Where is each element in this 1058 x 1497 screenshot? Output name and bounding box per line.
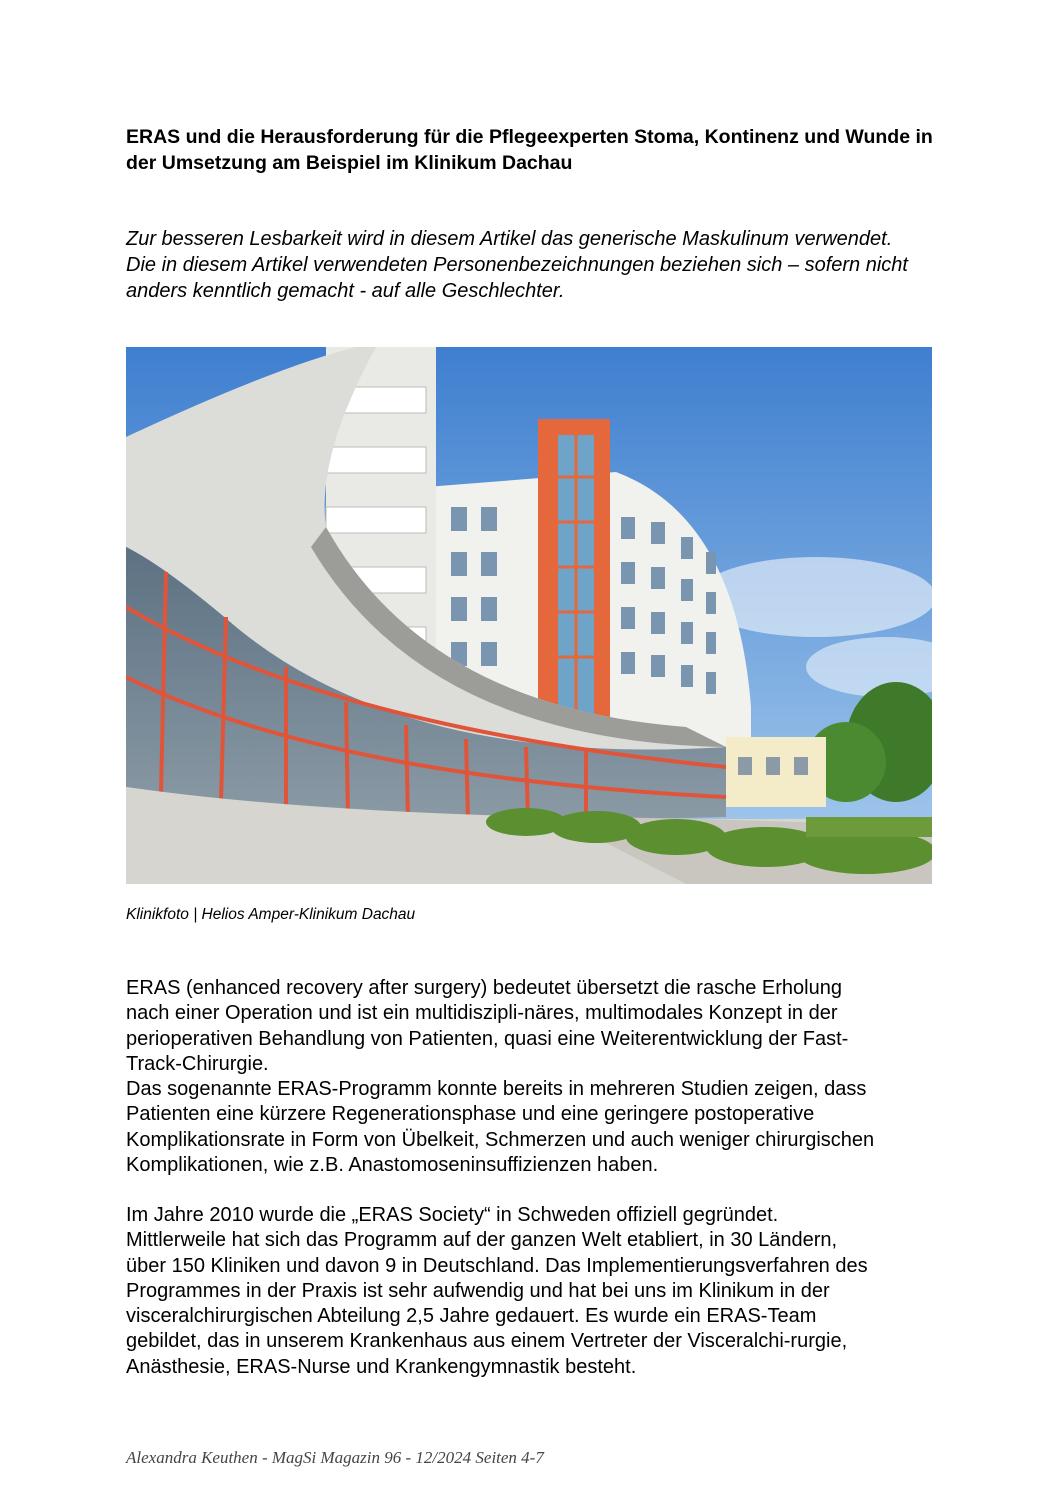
body-paragraph-1 — [126, 976, 936, 1178]
text-line: über 150 Kliniken und davon 9 in Deutschland. Das Implementierungsverfahren des — [126, 1254, 868, 1277]
text-line: Das sogenannte ERAS-Programm konnte bereits in mehreren Studien zeigen, dass — [126, 1078, 867, 1101]
page-footer: Alexandra Keuthen - MagSi Magazin 96 - 12/2024 Seiten 4-7 — [126, 1448, 544, 1467]
text-line: visceralchirurgischen Abteilung 2,5 Jahre gedauert. Es wurde ein ERAS-Team — [126, 1305, 817, 1328]
text-line: Komplikationen, wie z.B. Anastomoseninsuffizienzen haben. — [126, 1154, 659, 1177]
text-line: Komplikationsrate in Form von Übelkeit, Schmerzen und auch weniger chirurgischen — [126, 1128, 875, 1151]
text-line: ERAS (enhanced recovery after surgery) bedeutet übersetzt die rasche Erholung — [126, 977, 842, 999]
clinic-photo — [126, 347, 932, 884]
text-line: Im Jahre 2010 wurde die „ERAS Society“ in Schweden offiziell gegründet. — [126, 1204, 779, 1226]
text-line: perioperativen Behandlung von Patienten, quasi eine Weiterentwicklung der Fast- — [126, 1027, 849, 1050]
text-line: Anästhesie, ERAS-Nurse und Krankengymnastik besteht. — [126, 1355, 637, 1378]
text-line: Patienten eine kürzere Regenerationsphase und eine geringere postoperative — [126, 1103, 815, 1126]
text-line: Mittlerweile hat sich das Programm auf der ganzen Welt etabliert, in 30 Ländern, — [126, 1229, 838, 1252]
photo-caption: Klinikfoto | Helios Amper-Klinikum Dachau — [126, 906, 416, 923]
text-line: nach einer Operation und ist ein multidiszipli-näres, multimodales Konzept in der — [126, 1002, 838, 1025]
text-line: Track-Chirurgie. — [126, 1052, 269, 1075]
text-line: Programmes in der Praxis ist sehr aufwendig und hat bei uns im Klinikum in der — [126, 1279, 830, 1302]
intro-note: Zur besseren Lesbarkeit wird in diesem Artikel das generische Maskulinum verwendet. Die in diesem Artikel verwendeten Personenbezeichnungen beziehen sich – sofern nicht anders kenntlich gemacht - auf alle Geschlechter. — [126, 228, 908, 302]
body-paragraph-2 — [126, 1203, 936, 1380]
text-line: gebildet, das in unserem Krankenhaus aus einem Vertreter der Visceralchi-rurgie, — [126, 1330, 848, 1353]
article-title: ERAS und die Herausforderung für die Pflegeexperten Stoma, Kontinenz und Wunde in der Umsetzung am Beispiel im Klinikum Dachau — [126, 126, 933, 174]
